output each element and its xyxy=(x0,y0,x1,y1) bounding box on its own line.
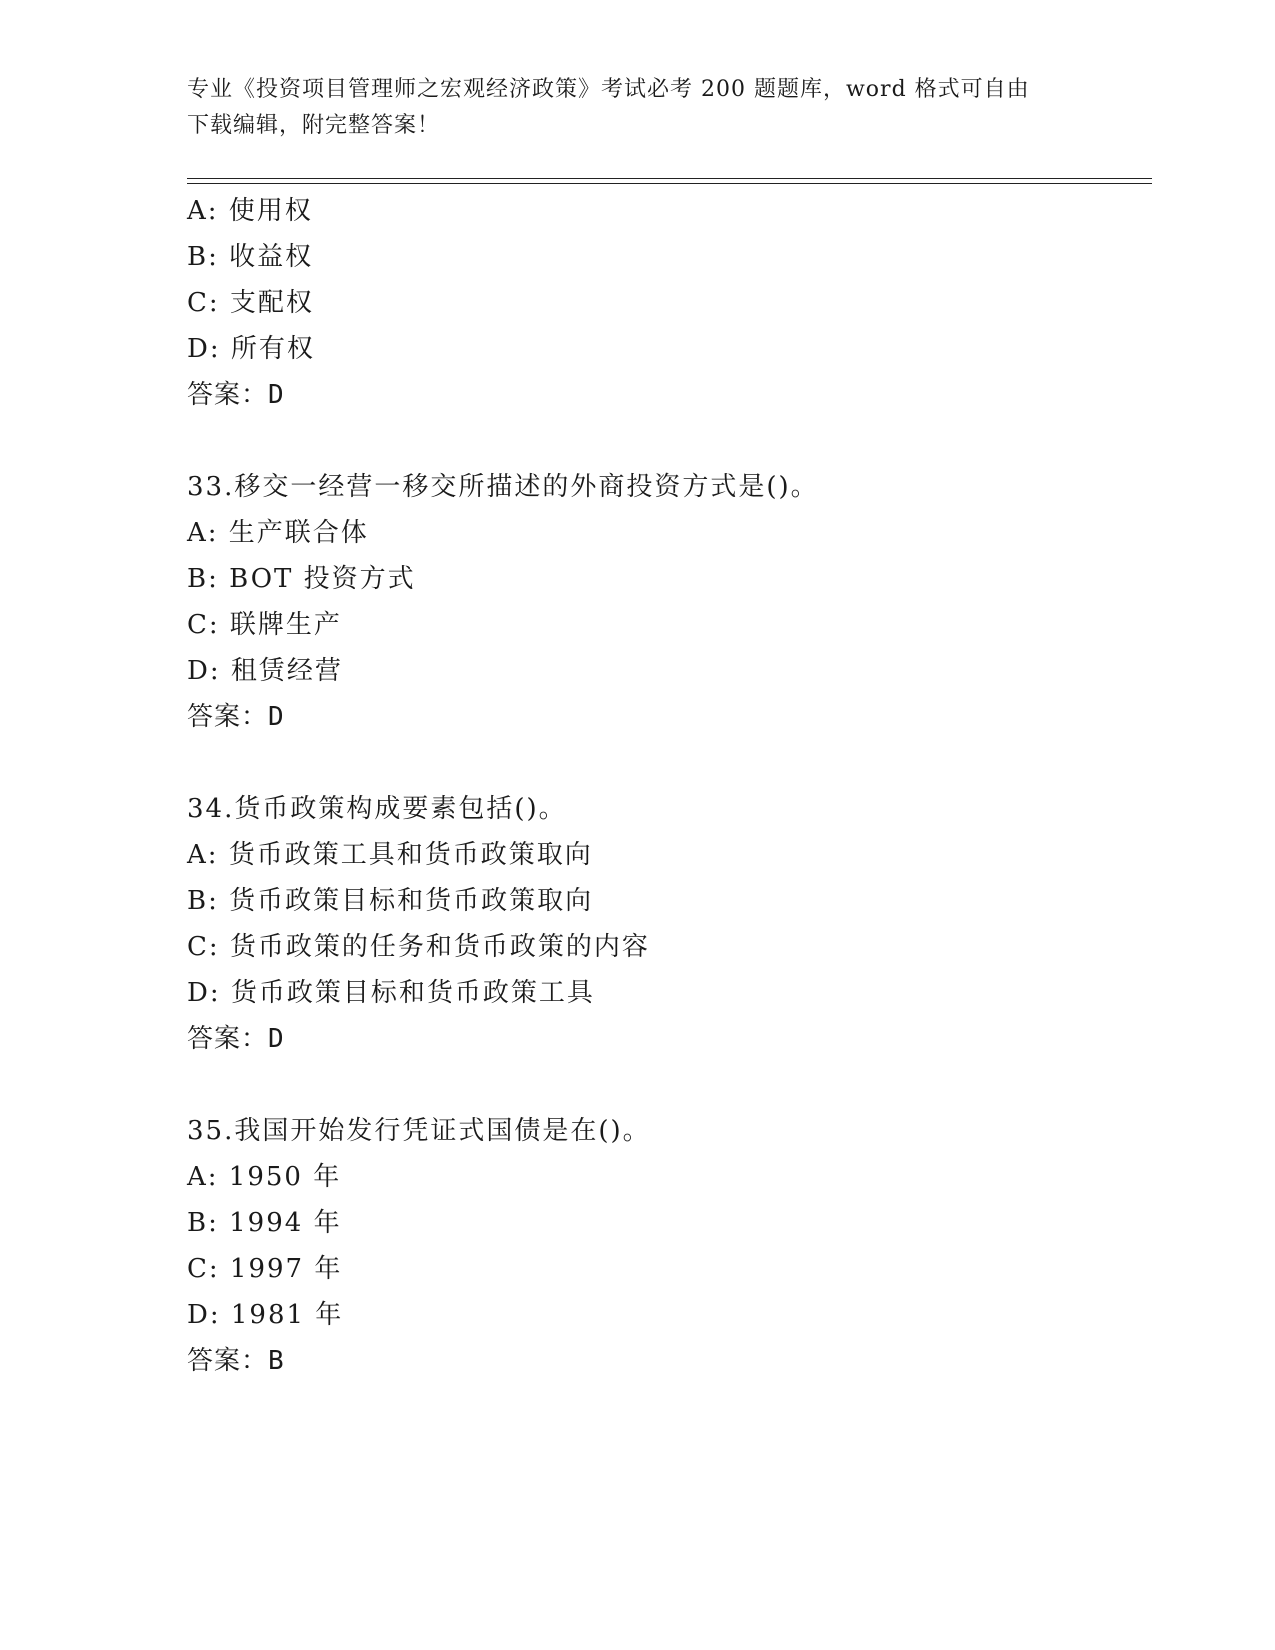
header-line-2: 下载编辑，附完整答案！ xyxy=(187,113,441,138)
option-b: B: 1994 年 xyxy=(187,1208,342,1238)
option-b: B: BOT 投资方式 xyxy=(187,564,416,594)
option-c: C: 联牌生产 xyxy=(187,610,342,640)
spacer xyxy=(187,418,1147,464)
option-d: D: 所有权 xyxy=(187,334,315,364)
option-d: D: 租赁经营 xyxy=(187,656,343,686)
answer-line: 答案：D xyxy=(187,380,285,410)
option-d: D: 1981 年 xyxy=(187,1300,344,1330)
question-text: 34.货币政策构成要素包括()。 xyxy=(187,794,567,824)
option-b: B: 货币政策目标和货币政策取向 xyxy=(187,886,594,916)
option-a: A: 货币政策工具和货币政策取向 xyxy=(187,840,593,870)
option-a: A: 1950 年 xyxy=(187,1162,342,1192)
answer-line: 答案：B xyxy=(187,1346,285,1376)
option-d: D: 货币政策目标和货币政策工具 xyxy=(187,978,595,1008)
option-a: A: 生产联合体 xyxy=(187,518,369,548)
question-34-block xyxy=(187,786,1147,1062)
header-line-1: 专业《投资项目管理师之宏观经济政策》考试必考 200 题题库，word 格式可自由 xyxy=(187,77,1030,102)
header-rule-bottom xyxy=(187,183,1152,184)
header-rule-top xyxy=(187,178,1152,179)
question-33-block xyxy=(187,464,1147,740)
question-text: 35.我国开始发行凭证式国债是在()。 xyxy=(187,1116,651,1146)
option-c: C: 货币政策的任务和货币政策的内容 xyxy=(187,932,650,962)
answer-line: 答案：D xyxy=(187,1024,285,1054)
question-text: 33.移交一经营一移交所描述的外商投资方式是()。 xyxy=(187,472,819,502)
spacer xyxy=(187,1062,1147,1108)
option-c: C: 支配权 xyxy=(187,288,314,318)
option-a: A: 使用权 xyxy=(187,196,313,226)
question-35-block xyxy=(187,1108,1147,1384)
spacer xyxy=(187,740,1147,786)
option-c: C: 1997 年 xyxy=(187,1254,343,1284)
document-header xyxy=(187,72,1087,144)
question-list xyxy=(187,188,1147,1384)
question-32-block xyxy=(187,188,1147,418)
answer-line: 答案：D xyxy=(187,702,285,732)
option-b: B: 收益权 xyxy=(187,242,314,272)
